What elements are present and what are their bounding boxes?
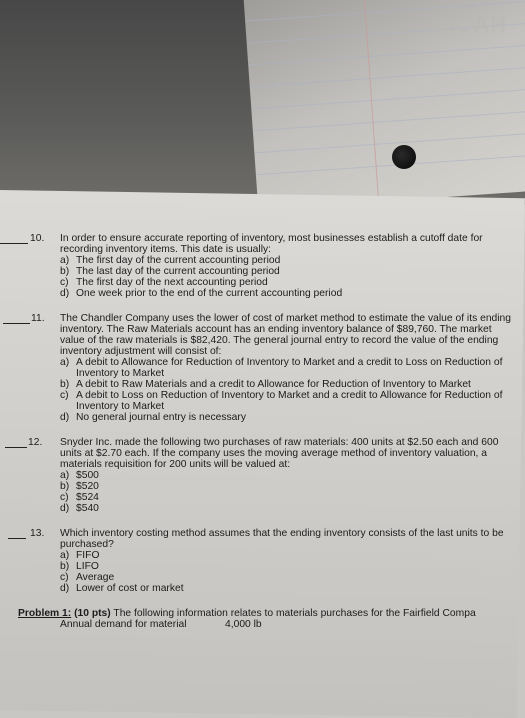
question-number: 12. [28,437,43,448]
choice-b: b) LIFO [60,561,99,572]
problem-data-row [60,619,525,630]
worksheet [0,233,525,630]
problem-label: Problem 1: [18,608,72,619]
choice-a: a) The first day of the current accounting period [60,255,281,266]
question-text: Snyder Inc. made the following two purchases of raw materials: 400 units at $2.50 each and 600 units at $2.70 each. If the company uses the moving average method of inventory valuation, a materials requisition for 200 units will be valued at: [60,437,499,470]
choice-a: a) $500 [60,470,99,481]
row-value: 4,000 lb [225,619,262,630]
answer-blank [3,323,30,324]
choice-c: c) $524 [60,492,99,503]
choice-a: a) A debit to Allowance for Reduction of Inventory to Market and a credit to Loss on Reduction of Inventory to Market [60,357,503,379]
question-number: 11. [31,313,45,324]
punch-hole [392,145,416,169]
question-11 [0,313,525,423]
choice-b: b) A debit to Raw Materials and a credit to Allowance for Reduction of Inventory to Market [60,379,471,390]
question-text: The Chandler Company uses the lower of cost of market method to estimate the value of its ending inventory. The Raw Materials account has an ending inventory balance of $89,760. The market value of the raw materials is $82,420. The general journal entry to record the value of the ending inventory adjustment will consist of: [60,313,512,357]
choice-b: b) The last day of the current accounting period [60,266,280,277]
choice-a: a) FIFO [60,550,100,561]
watermark-logo: MICAH [430,12,508,37]
choice-list [60,357,525,423]
choice-c: c) Average [60,572,115,583]
choice-d: d) One week prior to the end of the current accounting period [60,288,343,299]
choice-b: b) $520 [60,481,99,492]
answer-blank [0,243,28,244]
problem-1 [18,608,525,619]
choice-d: d) No general journal entry is necessary [60,412,246,423]
problem-points: (10 pts) [74,608,111,619]
question-text: Which inventory costing method assumes that the ending inventory consists of the last units to be purchased? [60,528,504,550]
choice-d: d) Lower of cost or market [60,583,184,594]
problem-text: The following information relates to materials purchases for the Fairfield Compa [113,608,476,619]
question-number: 13. [30,528,45,539]
question-13 [0,528,525,594]
choice-list [60,550,525,594]
question-12 [0,437,525,514]
choice-c: c) A debit to Loss on Reduction of Inventory to Market and a credit to Allowance for Reduction of Inventory to Market [60,390,503,412]
choice-d: d) $540 [60,503,99,514]
answer-blank [5,447,27,448]
question-text: In order to ensure accurate reporting of inventory, most businesses establish a cutoff date for recording inventory items. This date is usually: [60,233,483,255]
row-label: Annual demand for material [60,619,187,630]
choice-c: c) The first day of the next accounting period [60,277,268,288]
choice-list [60,255,525,299]
choice-list [60,470,525,514]
question-number: 10. [30,233,45,244]
answer-blank [8,538,26,539]
question-10 [0,233,525,299]
photo-background [0,0,525,205]
